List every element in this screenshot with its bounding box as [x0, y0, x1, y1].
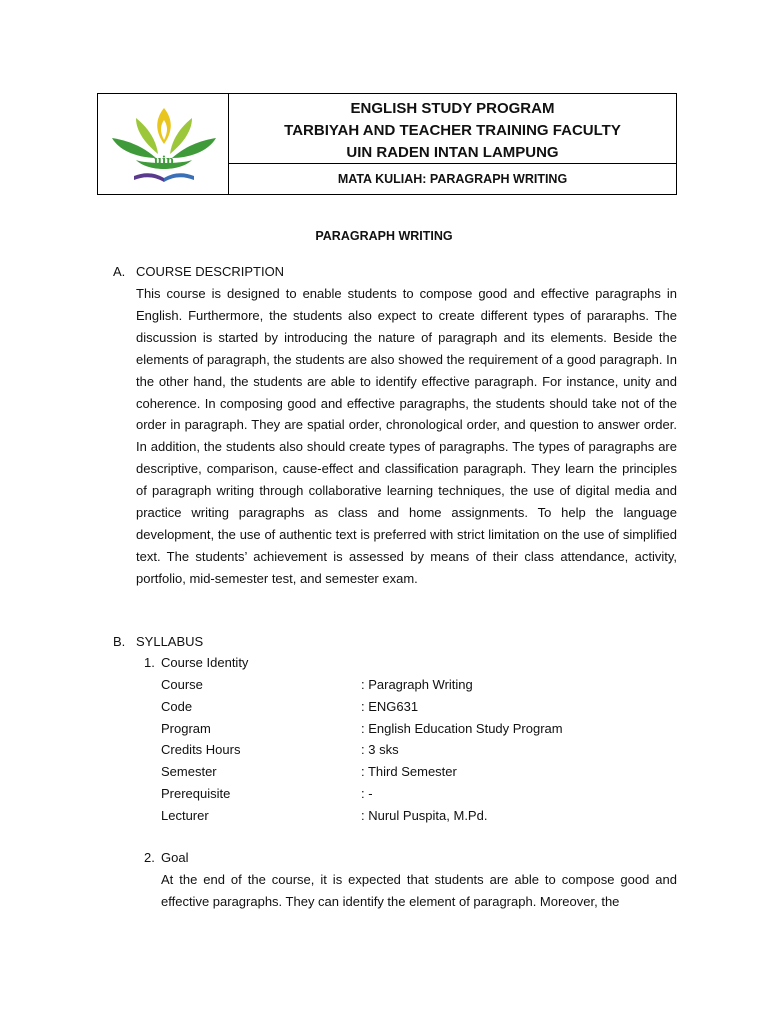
header-title-cell	[229, 94, 676, 164]
logo-book-left	[134, 173, 164, 182]
section-a-title: COURSE DESCRIPTION	[136, 264, 285, 279]
identity-key: Semester	[161, 764, 217, 780]
university-logo-icon	[106, 100, 222, 188]
course-identity-table	[161, 674, 677, 827]
identity-row	[161, 805, 677, 827]
identity-value: : Third Semester	[361, 764, 457, 780]
identity-value: : Nurul Puspita, M.Pd.	[361, 807, 488, 823]
identity-key: Code	[161, 698, 193, 714]
identity-row	[161, 674, 677, 696]
identity-key: Program	[161, 720, 211, 736]
identity-row	[161, 718, 677, 740]
header-title-line2: TARBIYAH AND TEACHER TRAINING FACULTY	[284, 122, 621, 139]
section-a-label: A.	[113, 264, 126, 279]
goal-number: 2.	[144, 850, 155, 865]
identity-row	[161, 696, 677, 718]
identity-value: : 3 sks	[361, 742, 399, 758]
identity-row	[161, 761, 677, 783]
header-title-line1: ENGLISH STUDY PROGRAM	[350, 100, 555, 117]
identity-value: : ENG631	[361, 698, 419, 714]
identity-row	[161, 783, 677, 805]
course-identity-heading	[144, 653, 644, 673]
document-title: PARAGRAPH WRITING	[315, 229, 453, 243]
header-title-line3: UIN RADEN INTAN LAMPUNG	[346, 144, 559, 161]
identity-key: Prerequisite	[161, 785, 231, 801]
header-course-line: MATA KULIAH: PARAGRAPH WRITING	[337, 172, 568, 186]
goal-body: At the end of the course, it is expected that students are able to compose good and effective paragraphs. They can identify the element of paragraph. Moreover, the	[161, 872, 677, 909]
goal-heading	[144, 848, 644, 868]
identity-value: : -	[361, 785, 373, 801]
logo-lettering: uin	[153, 154, 175, 167]
course-identity-title: Course Identity	[161, 655, 249, 670]
section-a-heading	[113, 262, 673, 282]
logo-cell	[98, 94, 229, 194]
identity-value: : English Education Study Program	[361, 720, 563, 736]
logo-book-right	[164, 173, 194, 182]
identity-row	[161, 739, 677, 761]
section-b-label: B.	[113, 634, 126, 649]
course-identity-number: 1.	[144, 655, 155, 670]
identity-value: : Paragraph Writing	[361, 677, 473, 692]
section-b-heading	[113, 632, 673, 652]
identity-key: Credits Hours	[161, 742, 241, 758]
section-b-title: SYLLABUS	[136, 634, 204, 649]
identity-key: Course	[161, 677, 203, 692]
course-description-body: This course is designed to enable students to compose good and effective paragraphs in English. Furthermore, the students also expect to create different types of pararaphs. The discussion is started by introducing the nature of paragraph and its elements. Beside the elements of paragraph, the students are also showed the requirement of a good paragraph. In the other hand, the students are able to identify effective paragraph. For instance, unity and coherence. In composing good and effective paragraphs, the students should take not of the order in paragraph. They are spatial order, chronological order, and question to answer order. In addition, the students also should create types of paragraphs. The types of paragraphs are descriptive, comparison, cause-effect and classification paragraph. They learn the principles of paragraph writing through collaborative learning techniques, the use of digital media and practice writing paragraphs as class and home assignments. To help the language development, the use of authentic text is preferred with strict limitation on the use of simplified text. The students’ achievement is assessed by means of their class attendance, activity, portfolio, mid-semester test, and semester exam.	[136, 286, 677, 586]
document-header	[97, 93, 677, 195]
identity-key: Lecturer	[161, 807, 209, 823]
goal-title: Goal	[161, 850, 189, 865]
